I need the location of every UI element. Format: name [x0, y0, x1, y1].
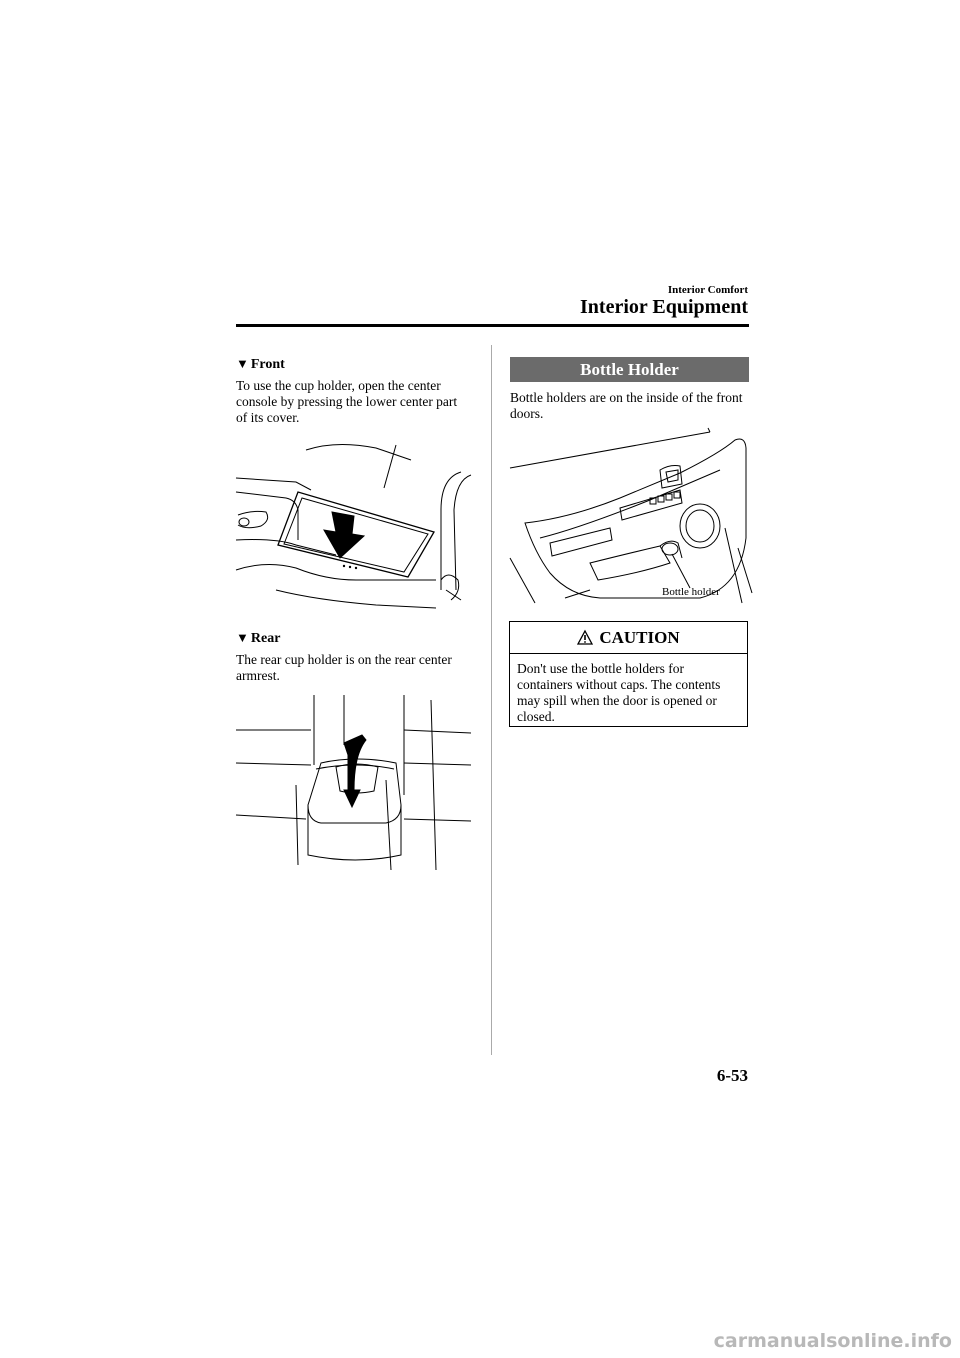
- caution-title: CAUTION: [599, 627, 680, 647]
- triangle-down-icon: ▼: [236, 630, 249, 645]
- page-number: 6-53: [716, 1066, 748, 1085]
- caution-text: Don't use the bottle holders for containers without caps. The contents may spill when the door is opened or closed.: [517, 661, 721, 724]
- front-heading: ▼ Front: [236, 356, 285, 372]
- section-title: Interior Equipment: [580, 296, 748, 318]
- front-console-illustration: [236, 440, 476, 610]
- bottle-holder-title: Bottle Holder: [510, 357, 749, 382]
- triangle-down-icon: ▼: [236, 356, 249, 371]
- door-illustration: [510, 428, 752, 608]
- caution-box: [509, 621, 748, 727]
- bottle-holder-callout: Bottle holder: [662, 586, 720, 598]
- warning-triangle-icon: [577, 630, 593, 645]
- section-label: Interior Comfort: [667, 284, 748, 296]
- header-rule: [236, 324, 749, 327]
- caution-header: [510, 622, 747, 654]
- rear-armrest-illustration: [236, 695, 476, 875]
- front-text: To use the cup holder, open the center console by pressing the lower center part of its cover.: [236, 378, 458, 425]
- rear-heading: ▼ Rear: [236, 630, 281, 646]
- column-divider: [491, 345, 492, 1055]
- bottle-holder-text: Bottle holders are on the inside of the front doors.: [510, 390, 743, 421]
- watermark: carmanualsonline.info: [713, 1330, 952, 1352]
- rear-text: The rear cup holder is on the rear center armrest.: [236, 652, 452, 683]
